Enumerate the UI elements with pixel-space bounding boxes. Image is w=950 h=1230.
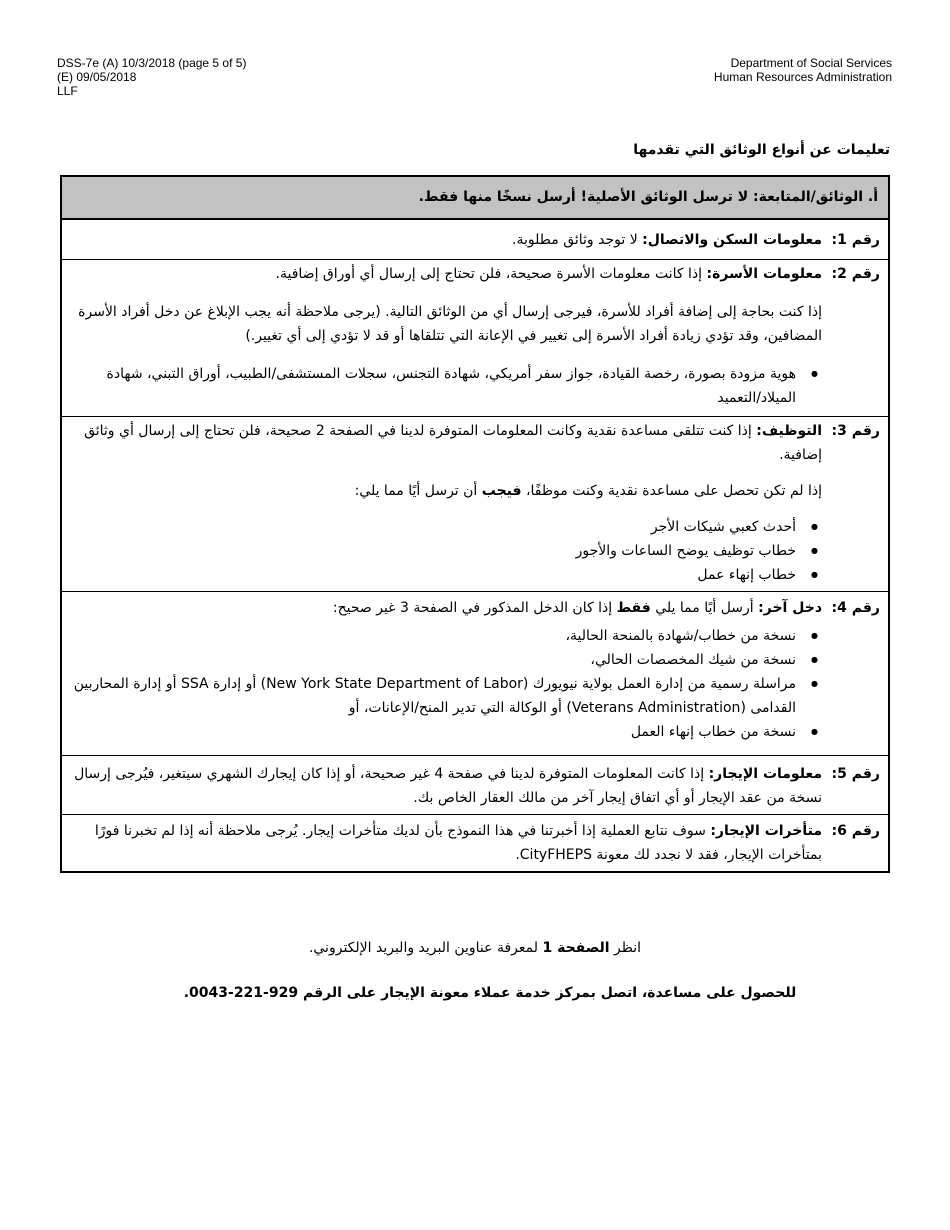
row-label: معلومات السكن والاتصال: — [642, 232, 822, 248]
list-item: ● نسخة من خطاب إنهاء العمل — [68, 720, 822, 744]
row-label: متأخرات الإيجار: — [710, 823, 822, 839]
document-list — [68, 624, 822, 744]
list-item: ● أحدث كعبي شيكات الأجر — [68, 515, 822, 539]
row-number: رقم 5: — [831, 766, 880, 782]
row-number: رقم 4: — [831, 600, 880, 616]
row-text: إذا كانت المعلومات المتوفرة لدينا في صفحة 4 غير صحيحة، أو إذا كان إيجارك الشهري سيتغير، فيُرجى إرسال نسخة من عقد الإيجار أو أي اتفاق إيجار آخر من مالك العقار الخاص بك. — [74, 766, 822, 806]
list-item: ● نسخة من خطاب/شهادة بالمنحة الحالية، — [68, 624, 822, 648]
row-housing-contact — [62, 219, 888, 259]
row-label: معلومات الإيجار: — [708, 766, 822, 782]
list-item: ● خطاب توظيف يوضح الساعات والأجور — [68, 539, 822, 563]
row-rent-info — [62, 755, 888, 814]
administration-name: Human Resources Administration — [713, 70, 892, 84]
row-text: إذا كانت معلومات الأسرة صحيحة، فلن تحتاج إلى إرسال أي أوراق إضافية. — [275, 266, 707, 282]
footer-help-line: للحصول على مساعدة، اتصل بمركز خدمة عملاء معونة الإيجار على الرقم 929-221-0043. — [183, 985, 797, 1001]
footer-address-note: انظر الصفحة 1 لمعرفة عناوين البريد والبريد الإلكتروني. — [308, 940, 642, 956]
row-text: سوف نتابع العملية إذا أخبرتنا في هذا النموذج بأن لديك متأخرات إيجار. يُرجى ملاحظة أنه إذا لم تخبرنا فورًا بمتأخرات الإيجار، فقد لا نجدد لك معونة CityFHEPS. — [94, 823, 822, 863]
document-list — [68, 362, 822, 410]
form-edition-date: (E) 09/05/2018 — [57, 70, 137, 84]
row-other-income: رقم 4: دخل آخر: أرسل أيًا مما يلي فقط إذا كان الدخل المذكور في الصفحة 3 غير صحيح: ● نسخة من خطاب/شهادة بالمنحة الحالية، ● نسخة من شيك المخصصات الحالي، ● مراسلة رسمية من إدارة العمل بولاية نيويورك (New York State Department of Labor) أو إدارة SSA أو إدارة المحاربين القدامى (Veterans Administration) أو الوكالة التي تدير المنح/الإعانات، أو ● نسخة من خطاب إنهاء العمل — [62, 591, 888, 755]
row-rent-arrears — [62, 814, 888, 871]
row-paragraph: إذا كنت بحاجة إلى إضافة أفراد للأسرة، فيرجى إرسال أي من الوثائق التالية. (يرجى ملاحظة أنه يجب الإبلاغ عن دخل أفراد الأسرة المضافين، وقد تؤدي زيادة أفراد الأسرة إلى تغيير في الإعانة التي تتلقاها أو قد لا تؤدي إلى أي تغيير.) — [78, 304, 822, 344]
row-label: التوظيف: — [756, 423, 822, 439]
form-code: LLF — [57, 84, 78, 98]
row-number: رقم 1: — [831, 232, 880, 248]
department-name: Department of Social Services — [730, 56, 892, 70]
section-header: أ. الوثائق/المتابعة: لا ترسل الوثائق الأصلية! أرسل نسخًا منها فقط. — [62, 177, 888, 219]
row-employment — [62, 416, 888, 591]
row-text: إذا كنت تتلقى مساعدة نقدية وكانت المعلومات المتوفرة لدينا في الصفحة 2 صحيحة، فلن تحتاج إلى إرسال أي وثائق إضافية. — [84, 423, 822, 463]
row-number: رقم 3: — [831, 423, 880, 439]
list-item: ● خطاب إنهاء عمل — [68, 563, 822, 587]
list-item: ● مراسلة رسمية من إدارة العمل بولاية نيويورك (New York State Department of Labor) أو إدارة SSA أو إدارة المحاربين القدامى (Veterans Administration) أو الوكالة التي تدير المنح/الإعانات، أو — [68, 672, 822, 720]
row-paragraph: إذا لم تكن تحصل على مساعدة نقدية وكنت موظفًا، فيجب أن ترسل أيًا مما يلي: — [354, 483, 822, 499]
row-text: لا توجد وثائق مطلوبة. — [512, 232, 643, 248]
form-header-left — [57, 56, 246, 98]
row-label: دخل آخر: — [758, 600, 822, 616]
document-list — [68, 515, 822, 587]
row-number: رقم 2: — [831, 266, 880, 282]
documents-table — [60, 175, 890, 873]
row-label: معلومات الأسرة: — [706, 266, 822, 282]
form-id: DSS-7e (A) 10/3/2018 (page 5 of 5) — [57, 56, 247, 70]
row-number: رقم 6: — [831, 823, 880, 839]
row-household — [62, 259, 888, 416]
page-title: تعليمات عن أنواع الوثائق التي تقدمها — [633, 142, 890, 158]
list-item: ● نسخة من شيك المخصصات الحالي، — [68, 648, 822, 672]
form-header-right — [714, 56, 892, 84]
list-item: ● هوية مزودة بصورة، رخصة القيادة، جواز سفر أمريكي، شهادة التجنس، سجلات المستشفى/الطبيب، أوراق التبني، شهادة الميلاد/التعميد — [68, 362, 822, 410]
